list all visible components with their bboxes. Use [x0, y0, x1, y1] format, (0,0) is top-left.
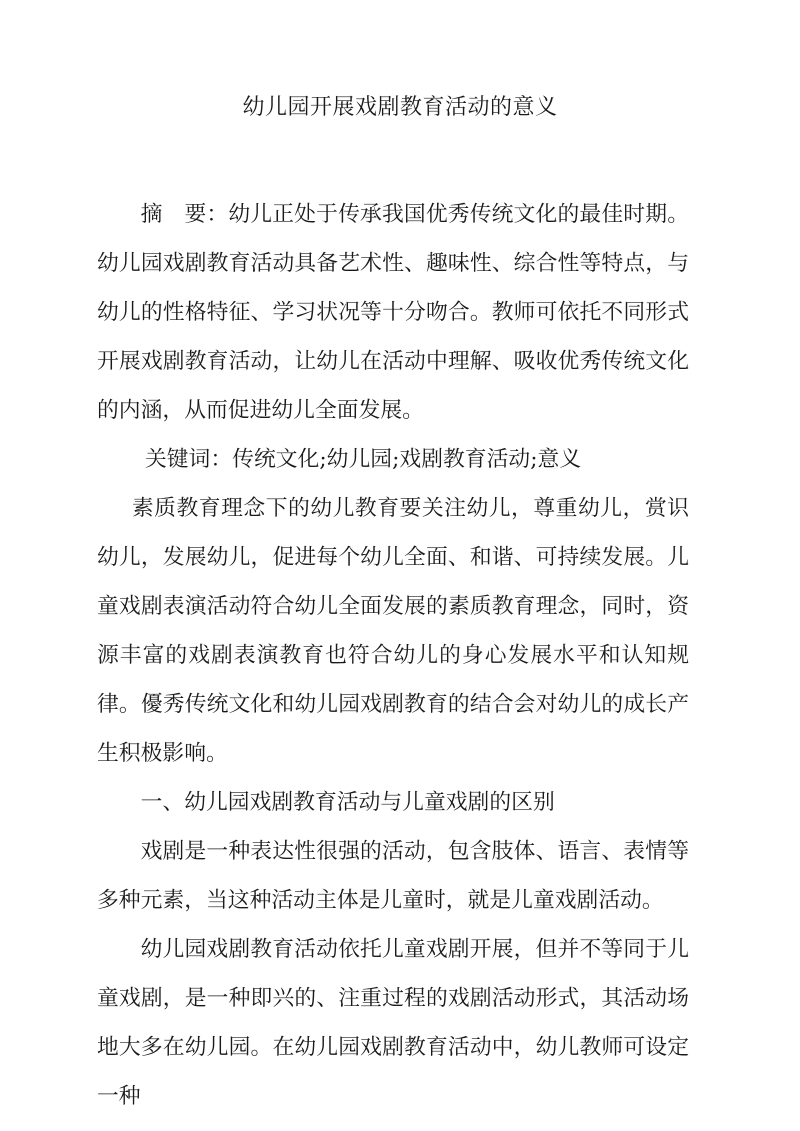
body-paragraph: 戏剧是一种表达性很强的活动，包含肢体、语言、表情等多种元素，当这种活动主体是儿童时，就是儿童戏剧活动。 — [97, 839, 689, 913]
keywords-line: 关键词：传统文化;幼儿园;戏剧教育活动;意义 — [144, 447, 582, 472]
section-heading: 一、幼儿园戏剧教育活动与儿童戏剧的区别 — [140, 790, 555, 815]
body-paragraph: 幼儿园戏剧教育活动依托儿童戏剧开展，但并不等同于儿童戏剧，是一种即兴的、注重过程的戏剧活动形式，其活动场地大多在幼儿园。在幼儿园戏剧教育活动中，幼儿教师可设定一种 — [97, 937, 689, 1109]
document-body — [97, 190, 689, 1121]
document-title: 幼儿园开展戏剧教育活动的意义 — [242, 95, 558, 120]
body-paragraph: 素质教育理念下的幼儿教育要关注幼儿，尊重幼儿，赏识幼儿，发展幼儿，促进每个幼儿全面、和谐、可持续发展。儿童戏剧表演活动符合幼儿全面发展的素质教育理念，同时，资源丰富的戏剧表演教育也符合幼儿的身心发展水平和认知规律。優秀传统文化和幼儿园戏剧教育的结合会对幼儿的成长产生积极影响。 — [97, 496, 689, 766]
abstract-paragraph: 摘 要：幼儿正处于传承我国优秀传统文化的最佳时期。幼儿园戏剧教育活动具备艺术性、趣味性、综合性等特点，与幼儿的性格特征、学习状况等十分吻合。教师可依托不同形式开展戏剧教育活动，让幼儿在活动中理解、吸收优秀传统文化的内涵，从而促进幼儿全面发展。 — [97, 202, 689, 423]
